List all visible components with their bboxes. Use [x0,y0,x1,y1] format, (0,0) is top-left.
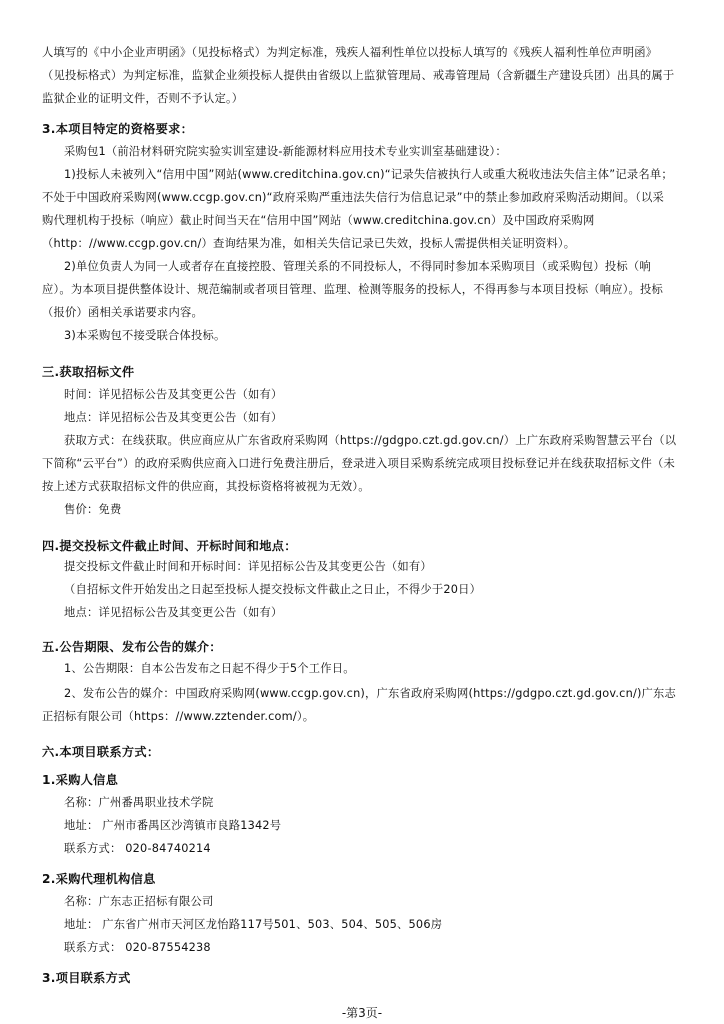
paragraph-line: 不处于中国政府采购网(www.ccgp.gov.cn)“政府采购严重违法失信行为信息记录”中的禁止参加政府采购活动期间。（以采 [42,191,665,204]
paragraph-line: 售价：免费 [64,503,122,516]
contact-phone: 联系方式： 020-84740214 [64,842,211,855]
paragraph-line: 人填写的《中小企业声明函》（见投标格式）为判定标准，残疾人福利性单位以投标人填写的《残疾人福利性单位声明函》 [42,46,658,59]
paragraph-line: 提交投标文件截止时间和开标时间：详见招标公告及其变更公告（如有） [64,560,432,573]
paragraph-line: 1)投标人未被列入“信用中国”网站(www.creditchina.gov.cn)“记录失信被执行人或重大税收违法失信主体”记录名单； [64,168,673,181]
paragraph-line: （自招标文件开始发出之日起至投标人提交投标文件截止之日止，不得少于20日） [64,583,482,596]
paragraph-line: 地点：详见招标公告及其变更公告（如有） [64,606,283,619]
paragraph-line: 2)单位负责人为同一人或者存在直接控股、管理关系的不同投标人，不得同时参加本采购项目（或采购包）投标（响 [64,260,651,273]
section-heading: 三.获取招标文件 [42,365,135,379]
contact-address: 地址： 广州市番禺区沙湾镇市良路1342号 [64,819,282,832]
paragraph-line: 监狱企业的证明文件，否则不予认定。） [42,92,244,105]
section-heading: 六.本项目联系方式： [42,745,160,759]
section-heading: 四.提交投标文件截止时间、开标时间和地点： [42,539,297,553]
paragraph-line: 采购包1（前沿材料研究院实验实训室建设-新能源材料应用技术专业实训室基础建设）： [64,145,507,158]
paragraph-line: （http：//www.ccgp.gov.cn/）查询结果为准，如相关失信记录已失效，投标人需提供相关证明资料）。 [42,237,576,250]
paragraph-line: 下简称“云平台”）的政府采购供应商入口进行免费注册后，登录进入项目采购系统完成项目投标登记并在线获取招标文件（未 [42,457,675,470]
subsection-heading: 2.采购代理机构信息 [42,872,156,886]
paragraph-line: 3)本采购包不接受联合体投标。 [64,329,226,342]
paragraph-line: 地点：详见招标公告及其变更公告（如有） [64,411,283,424]
paragraph-line: （报价）函相关承诺要求内容。 [42,306,203,319]
paragraph-line: 2、发布公告的媒介：中国政府采购网(www.ccgp.gov.cn)，广东省政府采购网(https://gdgpo.czt.gd.gov.cn/)广东志 [64,687,677,700]
contact-address: 地址： 广东省广州市天河区龙怡路117号501、503、504、505、506房 [64,918,443,931]
paragraph-line: 获取方式：在线获取。供应商应从广东省政府采购网（https://gdgpo.czt.gd.gov.cn/）上广东政府采购智慧云平台（以 [64,434,677,447]
subsection-heading: 3.项目联系方式 [42,971,131,985]
paragraph-line: 购代理机构于投标（响应）截止时间当天在“信用中国”网站（www.creditchina.gov.cn）及中国政府采购网 [42,214,595,227]
contact-phone: 联系方式： 020-87554238 [64,941,211,954]
paragraph-line: 按上述方式获取招标文件的供应商，其投标资格将被视为无效）。 [42,480,370,493]
paragraph-line: （见投标格式）为判定标准，监狱企业须投标人提供由省级以上监狱管理局、戒毒管理局（含新疆生产建设兵团）出具的属于 [42,69,675,82]
page-number: -第3页- [341,1006,383,1020]
section-heading: 五.公告期限、发布公告的媒介： [42,640,222,654]
subsection-heading: 1.采购人信息 [42,773,119,787]
paragraph-line: 1、公告期限：自本公告发布之日起不得少于5个工作日。 [64,662,355,675]
section-heading: 3.本项目特定的资格要求： [42,122,194,136]
paragraph-line: 时间：详见招标公告及其变更公告（如有） [64,388,283,401]
paragraph-line: 应）。为本项目提供整体设计、规范编制或者项目管理、监理、检测等服务的投标人，不得再参与本项目投标（响应）。投标 [42,283,664,296]
paragraph-line: 正招标有限公司（https：//www.zztender.com/）。 [42,710,315,723]
contact-name: 名称：广东志正招标有限公司 [64,895,214,908]
contact-name: 名称：广州番禺职业技术学院 [64,796,214,809]
